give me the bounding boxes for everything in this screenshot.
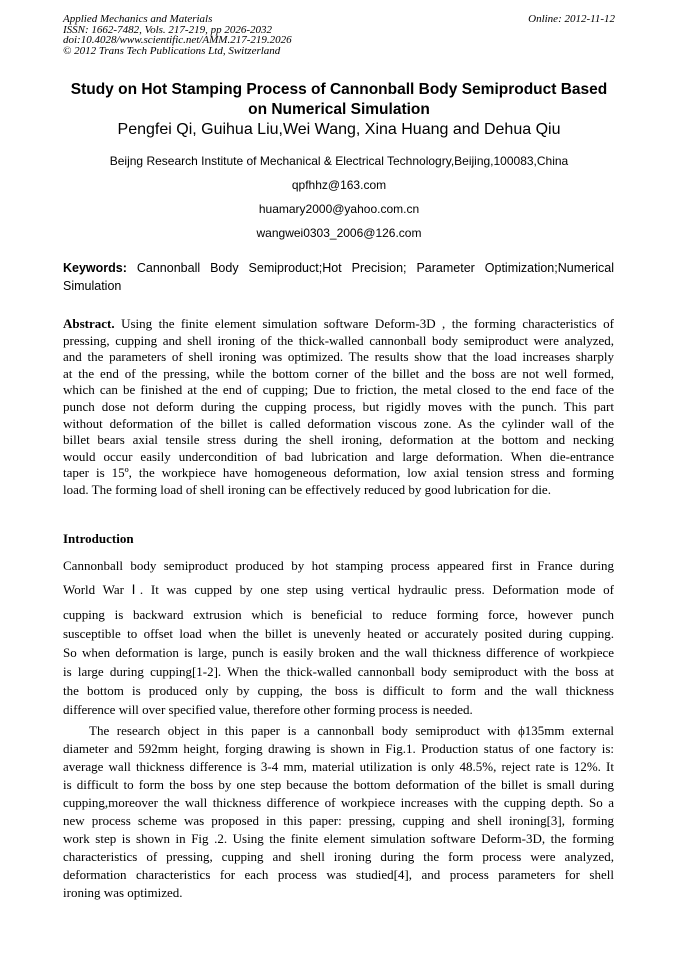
text-line bbox=[63, 482, 614, 499]
intro-paragraph-1 bbox=[63, 556, 614, 719]
line-text: deformation characteristics for each process was studied[4], and process parameters for shell bbox=[63, 867, 614, 882]
text-line bbox=[63, 399, 614, 416]
text-line bbox=[63, 432, 614, 449]
line-text: diameter and 592mm height, forging drawing is shown in Fig.1. Production status of one factory is: bbox=[63, 741, 614, 756]
intro-paragraph-2 bbox=[63, 722, 614, 902]
text-line bbox=[63, 662, 614, 681]
line-text: susceptible to offset load when the billet is unevenly heated or accurately posited during cupping. bbox=[63, 626, 614, 641]
line-text: at the end of the pressing, while the bottom corner of the billet and the boss are not well formed, bbox=[63, 365, 614, 381]
line-text: pressing, cupping and shell ironing of the thick-walled cannonball body semiproduct were analyzed, bbox=[63, 332, 614, 348]
text-line bbox=[63, 575, 614, 605]
online-date: Online: 2012-11-12 bbox=[528, 13, 615, 25]
keywords bbox=[63, 259, 614, 295]
line-text: is large during cupping[1-2]. When the thick-walled cannonball body semiproduct with the boss at bbox=[63, 664, 614, 679]
section-heading-introduction: Introduction bbox=[63, 531, 134, 546]
text-line bbox=[63, 866, 614, 884]
line-text: Cannonball body semiproduct produced by hot stamping process appeared first in France during bbox=[63, 558, 614, 573]
line-text: cupping,moreover the wall thickness difference of workpiece increases with the cupping depth. So a bbox=[63, 795, 614, 810]
journal-name: Applied Mechanics and Materials bbox=[63, 13, 213, 25]
authors: Pengfei Qi, Guihua Liu,Wei Wang, Xina Huang and Dehua Qiu bbox=[117, 121, 561, 138]
text-line bbox=[63, 830, 614, 848]
line-text: billet bears axial tensile stress during the shell ironing, deformation at the bottom and necking bbox=[63, 432, 614, 448]
line-text: cupping is backward extrusion which is beneficial to reduce forming force, however punch bbox=[63, 607, 614, 622]
email: huamary2000@yahoo.com.cn bbox=[258, 202, 420, 216]
text-line bbox=[63, 776, 614, 794]
doi: doi:10.4028/www.scientific.net/AMM.217-219.2026 bbox=[63, 34, 292, 46]
journal-header-first-row bbox=[63, 14, 615, 25]
text-line bbox=[63, 349, 614, 366]
text-line bbox=[63, 681, 614, 700]
line-text: The research object in this paper is a cannonball body semiproduct with ϕ135mm external bbox=[89, 723, 614, 738]
line-text: World War Ⅰ. It was cupped by one step using vertical hydraulic press. Deformation mode of bbox=[63, 582, 614, 597]
line-text: Using the finite element simulation software Deform-3D , the forming characteristics of bbox=[114, 316, 614, 331]
issn: ISSN: 1662-7482, Vols. 217-219, pp 2026-2032 bbox=[63, 23, 272, 36]
line-text: and the parameters of shell ironing was optimized. The results show that the load increases sharply bbox=[63, 349, 614, 365]
text-line bbox=[63, 812, 614, 830]
text-line bbox=[63, 449, 614, 466]
text-line bbox=[63, 643, 614, 662]
title-line: on Numerical Simulation bbox=[248, 101, 430, 118]
title-line: Study on Hot Stamping Process of Cannonball Body Semiproduct Based bbox=[70, 81, 608, 98]
line-text: load. The forming load of shell ironing can be effectively reduced by good lubrication for die. bbox=[63, 481, 551, 497]
line-text: is difficult to form the boss by one step because the bottom deformation of the billet is small during bbox=[63, 777, 614, 792]
line-text: punch dose not deform during the cupping process, but rigidly moves with the punch. This part bbox=[63, 398, 614, 414]
journal-header bbox=[63, 14, 615, 56]
abstract-label: Abstract. bbox=[63, 316, 115, 331]
text-line bbox=[63, 884, 614, 902]
text-line bbox=[63, 556, 614, 575]
line-text: new process scheme was proposed in this paper: pressing, cupping and shell ironing[3], forming bbox=[63, 813, 614, 828]
text-line bbox=[63, 605, 614, 624]
text-line bbox=[63, 416, 614, 433]
line-text: So when deformation is large, punch is easily broken and the wall thickness difference of workpiece bbox=[63, 645, 614, 660]
text-line bbox=[63, 333, 614, 350]
line-text: average wall thickness difference is 3-4 mm, material utilization is only 48.5%, reject rate is 12%. It bbox=[63, 759, 614, 774]
line-text: would occur easily undercondition of bad lubrication and large deformation. When die-entrance bbox=[63, 448, 614, 464]
line-text: difference will over specified value, therefore other forming process is needed. bbox=[63, 702, 473, 717]
keywords-text: Cannonball Body Semiproduct;Hot Precision; Parameter Optimization;Numerical Simulation bbox=[63, 261, 614, 293]
text-line bbox=[63, 722, 614, 740]
text-line bbox=[63, 316, 614, 333]
line-text: taper is 15º, the workpiece have homogeneous deformation, low axial tension stress and forming bbox=[63, 465, 614, 481]
keywords-label: Keywords: bbox=[63, 261, 127, 275]
text-line bbox=[63, 740, 614, 758]
text-line bbox=[63, 366, 614, 383]
text-line bbox=[63, 700, 614, 719]
text-line bbox=[63, 794, 614, 812]
abstract bbox=[63, 316, 614, 499]
line-text: which can be finished at the end of cupping; Due to friction, the metal closed to the end face of the bbox=[63, 382, 614, 398]
line-text: characteristics of pressing, cupping and shell ironing during the form process were analyzed, bbox=[63, 849, 614, 864]
paper-title bbox=[40, 80, 638, 120]
email: qpfhhz@163.com bbox=[291, 178, 387, 192]
text-line bbox=[63, 758, 614, 776]
line-text: the bottom is produced only by cupping, the boss is difficult to form and the wall thickness bbox=[63, 683, 614, 698]
affiliation: Beijng Research Institute of Mechanical & Electrical Technologry,Beijing,100083,China bbox=[109, 154, 569, 168]
copyright: © 2012 Trans Tech Publications Ltd, Switzerland bbox=[63, 44, 281, 57]
text-line bbox=[63, 382, 614, 399]
email: wangwei0303_2006@126.com bbox=[256, 226, 422, 240]
affiliation-block bbox=[0, 149, 678, 245]
text-line bbox=[63, 624, 614, 643]
text-line bbox=[63, 848, 614, 866]
text-line bbox=[63, 465, 614, 482]
line-text: work step is shown in Fig .2. Using the finite element simulation software Deform-3D, the forming bbox=[63, 831, 614, 846]
line-text: without deformation of the billet is called deformation viscous zone. As the cylinder wall of the bbox=[63, 415, 614, 431]
line-text: ironing was optimized. bbox=[63, 885, 183, 900]
